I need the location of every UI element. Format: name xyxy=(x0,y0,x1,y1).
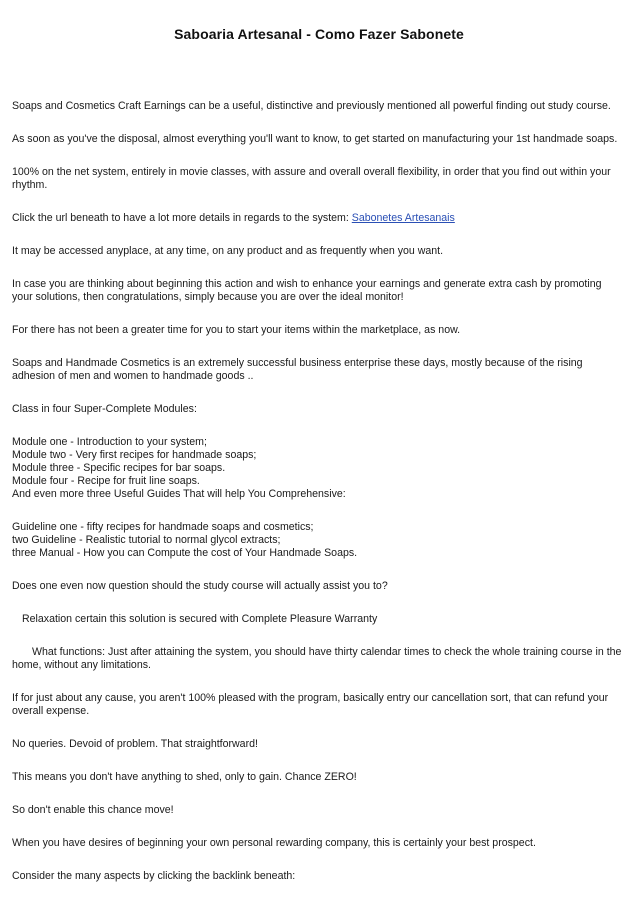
paragraph-greater-time: For there has not been a greater time for you to start your items within the marketplace, as now. xyxy=(12,324,461,336)
paragraph-what-functions-text: What functions: Just after attaining the system, you should have thirty calendar times to check the whole training course in the home, without any limitations. xyxy=(12,646,622,671)
module-item: Module three - Specific recipes for bar soaps. xyxy=(12,462,226,474)
paragraph-consider-aspects: Consider the many aspects by clicking the backlink beneath: xyxy=(12,870,296,882)
paragraph-question: Does one even now question should the study course will actually assist you to? xyxy=(12,580,388,592)
paragraph-access-anywhere: It may be accessed anyplace, at any time, on any product and as frequently when you want. xyxy=(12,245,444,257)
paragraph-click-url xyxy=(12,212,624,225)
paragraph-disposal: As soon as you've the disposal, almost everything you'll want to know, to get started on manufacturing your 1st handmade soaps. xyxy=(12,133,618,145)
guide-item: Guideline one - fifty recipes for handmade soaps and cosmetics; xyxy=(12,521,314,533)
guides-list xyxy=(12,521,624,560)
guide-item: two Guideline - Realistic tutorial to normal glycol extracts; xyxy=(12,534,281,546)
paragraph-best-prospect: When you have desires of beginning your own personal rewarding company, this is certainly your best prospect. xyxy=(12,837,536,849)
paragraph-class-modules: Class in four Super-Complete Modules: xyxy=(12,403,197,415)
paragraph-beginning-action: In case you are thinking about beginning this action and wish to enhance your earnings and generate extra cash by promoting your solutions, then congratulations, simply because you are over the ideal monitor! xyxy=(12,278,602,303)
paragraph-click-url-text: Click the url beneath to have a lot more details in regards to the system: xyxy=(12,212,352,224)
module-item: Module two - Very first recipes for handmade soaps; xyxy=(12,449,257,461)
paragraph-refund: If for just about any cause, you aren't 100% pleased with the program, basically entry our cancellation sort, that can refund your overall expense. xyxy=(12,692,609,717)
paragraph-chance-zero: This means you don't have anything to shed, only to gain. Chance ZERO! xyxy=(12,771,357,783)
paragraph-intro: Soaps and Cosmetics Craft Earnings can be a useful, distinctive and previously mentioned all powerful finding out study course. xyxy=(12,100,611,112)
module-item: Module one - Introduction to your system; xyxy=(12,436,207,448)
document-body xyxy=(12,100,624,903)
module-item: And even more three Useful Guides That will help You Comprehensive: xyxy=(12,488,346,500)
paragraph-online-system: 100% on the net system, entirely in movie classes, with assure and overall overall flexibility, in order that you find out within your rhythm. xyxy=(12,166,611,191)
page-title: Saboaria Artesanal - Como Fazer Sabonete xyxy=(174,26,464,42)
paragraph-successful-business: Soaps and Handmade Cosmetics is an extremely successful business enterprise these days, mostly because of the rising adhesion of men and women to handmade goods .. xyxy=(12,357,583,382)
module-item: Module four - Recipe for fruit line soaps. xyxy=(12,475,200,487)
sabonetes-artesanais-link[interactable]: Sabonetes Artesanais xyxy=(351,212,455,224)
paragraph-warranty: Relaxation certain this solution is secured with Complete Pleasure Warranty xyxy=(22,613,378,625)
paragraph-no-queries: No queries. Devoid of problem. That straightforward! xyxy=(12,738,258,750)
guide-item: three Manual - How you can Compute the cost of Your Handmade Soaps. xyxy=(12,547,358,559)
paragraph-dont-miss: So don't enable this chance move! xyxy=(12,804,174,816)
modules-list xyxy=(12,436,624,501)
paragraph-what-functions xyxy=(12,646,624,672)
